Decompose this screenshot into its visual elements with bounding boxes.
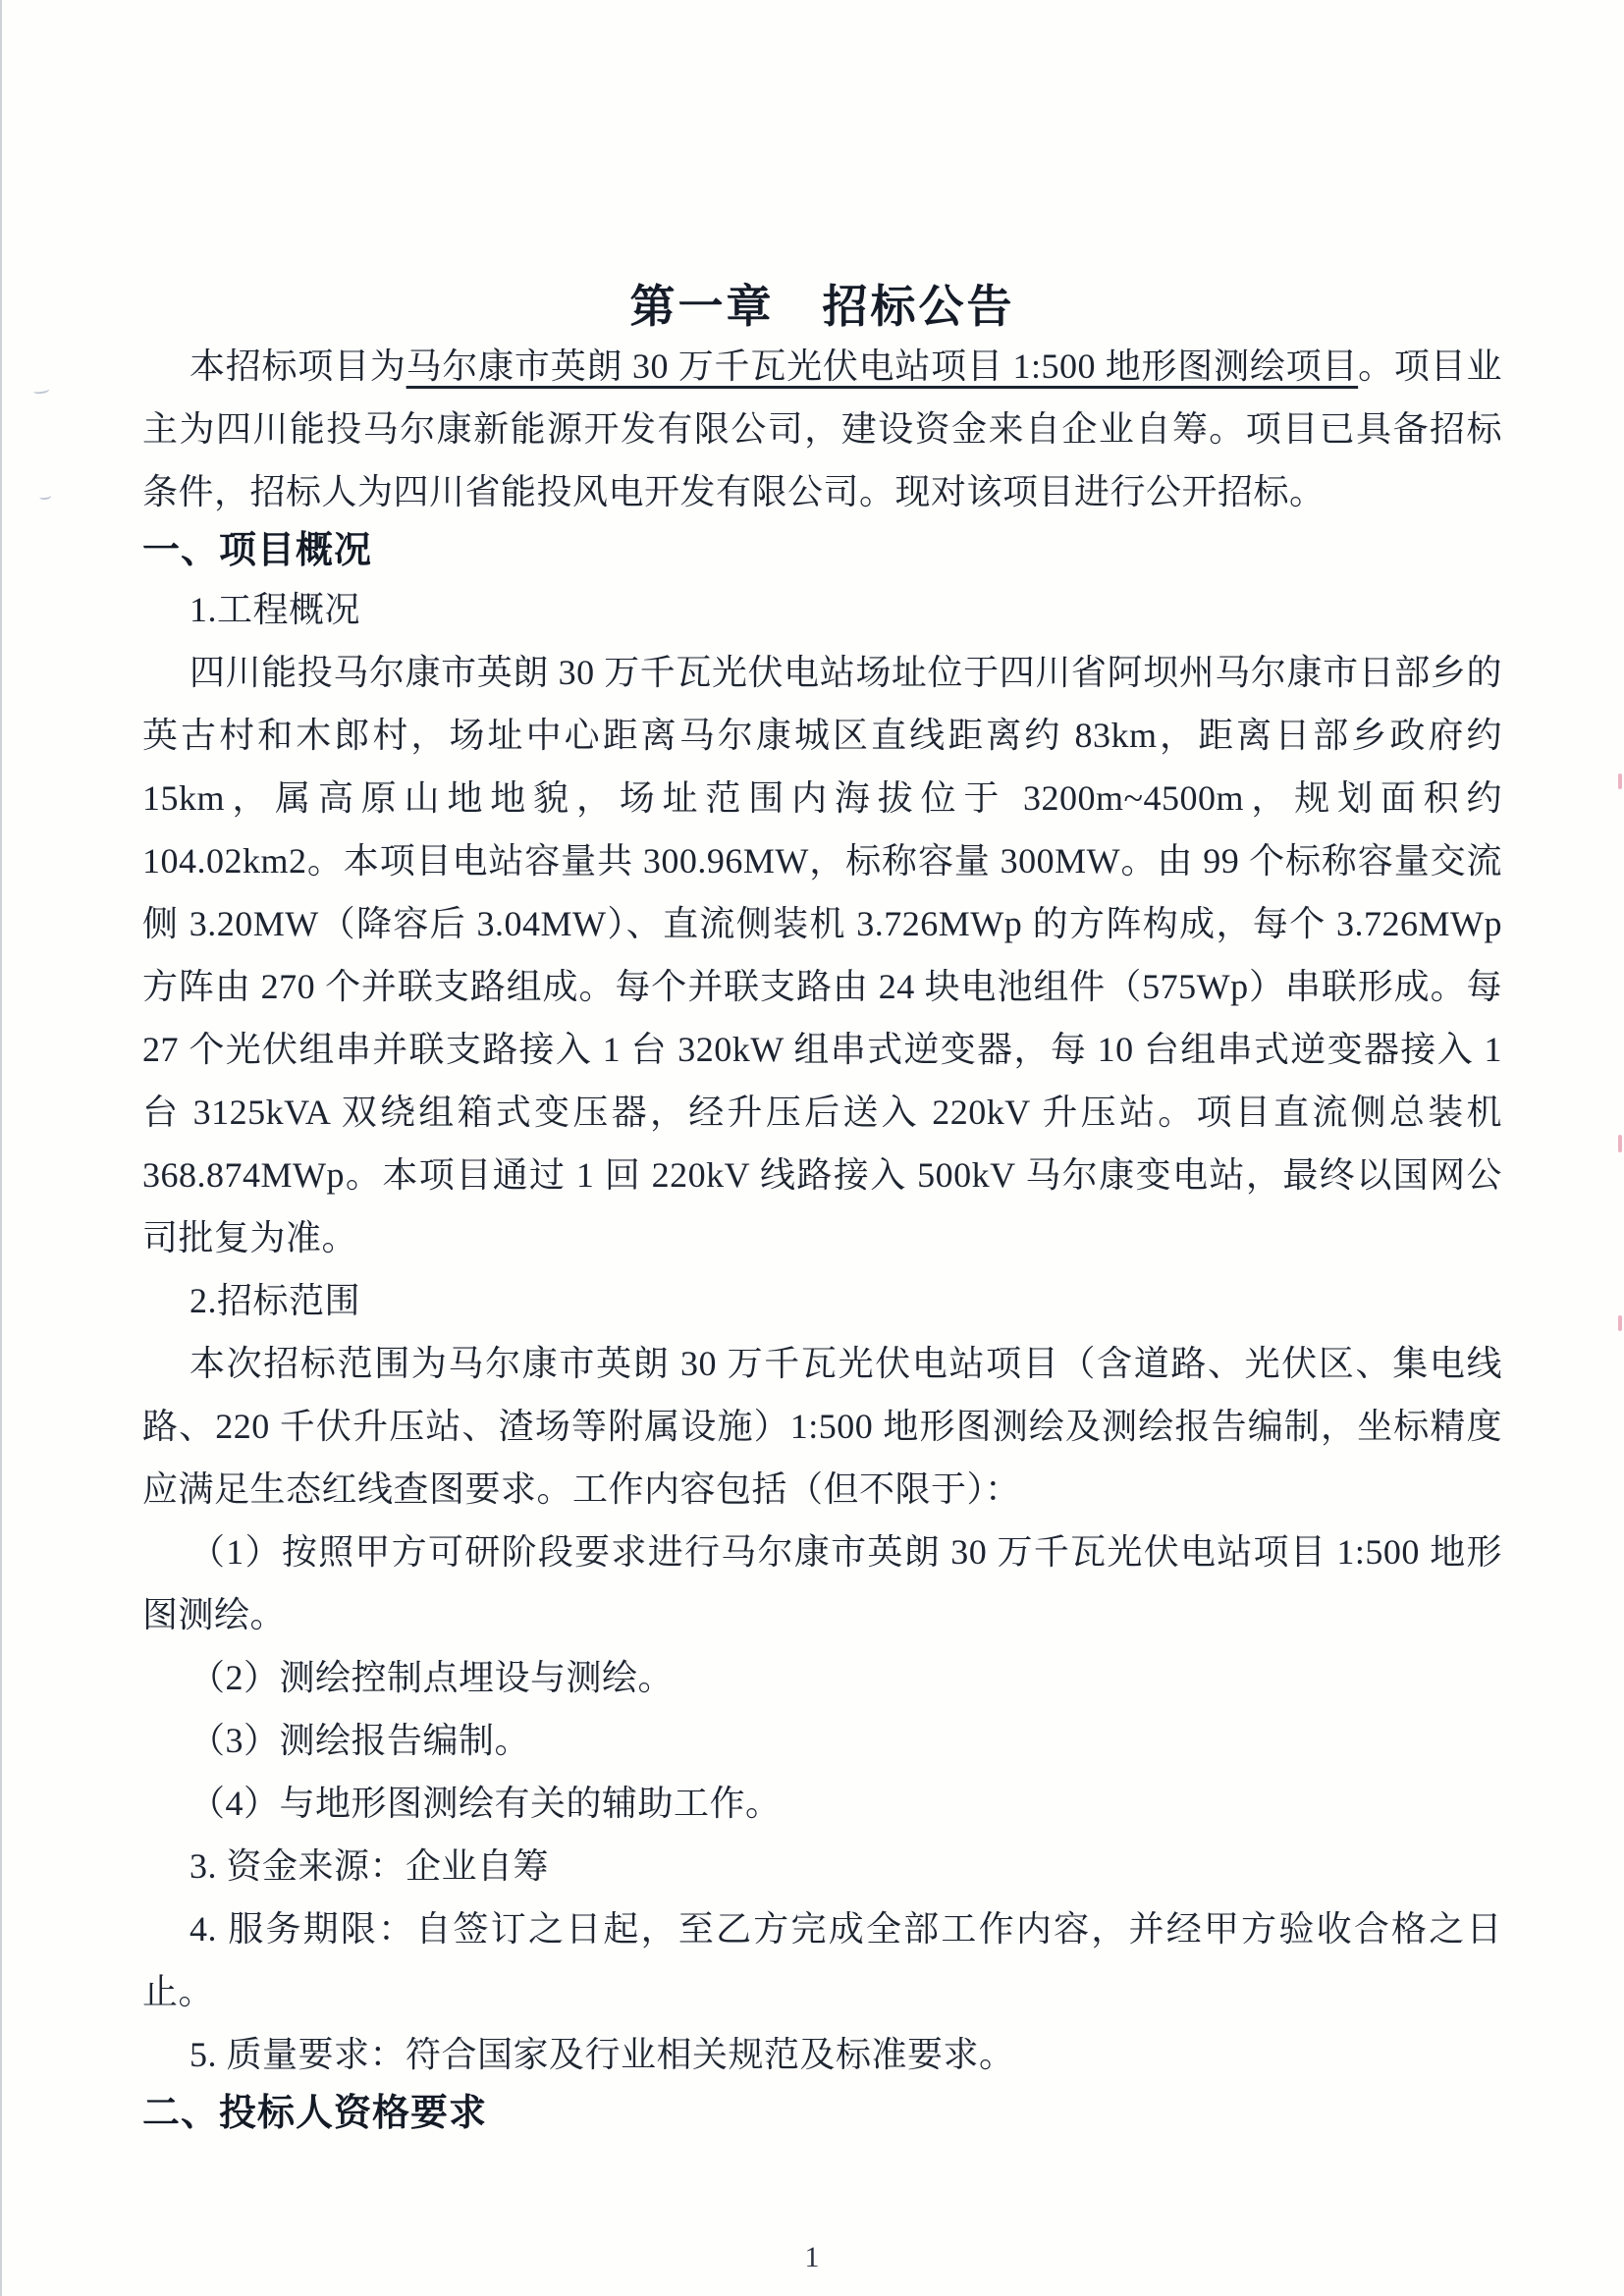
section-1-heading: 一、项目概况 <box>142 530 373 571</box>
work-item-1: （1）按照甲方可研阶段要求进行马尔康市英朗 30 万千瓦光伏电站项目 1:500 地形图测绘。 <box>142 1532 1502 1634</box>
scan-mark-artifact <box>38 490 51 501</box>
scan-mark-artifact <box>1618 774 1622 789</box>
intro-paragraph <box>142 335 1502 523</box>
scan-mark-artifact <box>32 384 49 395</box>
funding-source-item: 3. 资金来源：企业自筹 <box>189 1846 550 1886</box>
quality-requirement-item: 5. 质量要求：符合国家及行业相关规范及标准要求。 <box>189 2035 1015 2074</box>
subsection-2-title: 2.招标范围 <box>189 1281 361 1320</box>
subsection-1-title: 1.工程概况 <box>189 590 361 629</box>
service-period-item: 4. 服务期限：自签订之日起，至乙方完成全部工作内容，并经甲方验收合格之日止。 <box>142 1909 1502 2011</box>
chapter-title: 第一章 招标公告 <box>629 282 1015 332</box>
project-name-underlined: 马尔康市英朗 30 万千瓦光伏电站项目 1:500 地形图测绘项目 <box>406 347 1359 386</box>
project-overview-paragraph: 四川能投马尔康市英朗 30 万千瓦光伏电站场址位于四川省阿坝州马尔康市日部乡的英古村和木郎村，场址中心距离马尔康城区直线距离约 83km，距离日部乡政府约 15km，属高原山地地貌，场址范围内海拔位于 3200m~4500m，规划面积约 104.02km2。本项目电站容量共 300.96MW，标称容量 300MW。由 99 个标称容量交流侧 3.20MW（降容后 3.04MW）、直流侧装机 3.726MWp 的方阵构成，每个 3.726MWp 方阵由 270 个并联支路组成。每个并联支路由 24 块电池组件（575Wp）串联形成。每 27 个光伏组串并联支路接入 1 台 320kW 组串式逆变器，每 10 台组串式逆变器接入 1 台 3125kVA 双绕组箱式变压器，经升压后送入 220kV 升压站。项目直流侧总装机 368.874MWp。本项目通过 1 回 220kV 线路接入 500kV 马尔康变电站，最终以国网公司批复为准。 <box>142 653 1502 1257</box>
page-number: 1 <box>804 2241 820 2273</box>
intro-prefix: 本招标项目为 <box>189 347 406 386</box>
work-item-3: （3）测绘报告编制。 <box>189 1721 531 1760</box>
intro-suffix: 。项目业主为四川能投马尔康新能源开发有限公司，建设资金来自企业自筹。项目已具备招标条件，招标人为四川省能投风电开发有限公司。现对该项目进行公开招标。 <box>142 347 1502 511</box>
scan-mark-artifact <box>1618 1135 1622 1152</box>
section-2-heading: 二、投标人资格要求 <box>142 2093 488 2134</box>
scan-mark-artifact <box>1618 1315 1622 1331</box>
work-item-2: （2）测绘控制点埋设与测绘。 <box>189 1658 675 1697</box>
scan-edge-artifact <box>0 0 2 2296</box>
bid-scope-paragraph: 本次招标范围为马尔康市英朗 30 万千瓦光伏电站项目（含道路、光伏区、集电线路、220 千伏升压站、渣场等附属设施）1:500 地形图测绘及测绘报告编制，坐标精度应满足生态红线查图要求。工作内容包括（但不限于）： <box>142 1344 1502 1509</box>
work-item-4: （4）与地形图测绘有关的辅助工作。 <box>189 1784 782 1823</box>
